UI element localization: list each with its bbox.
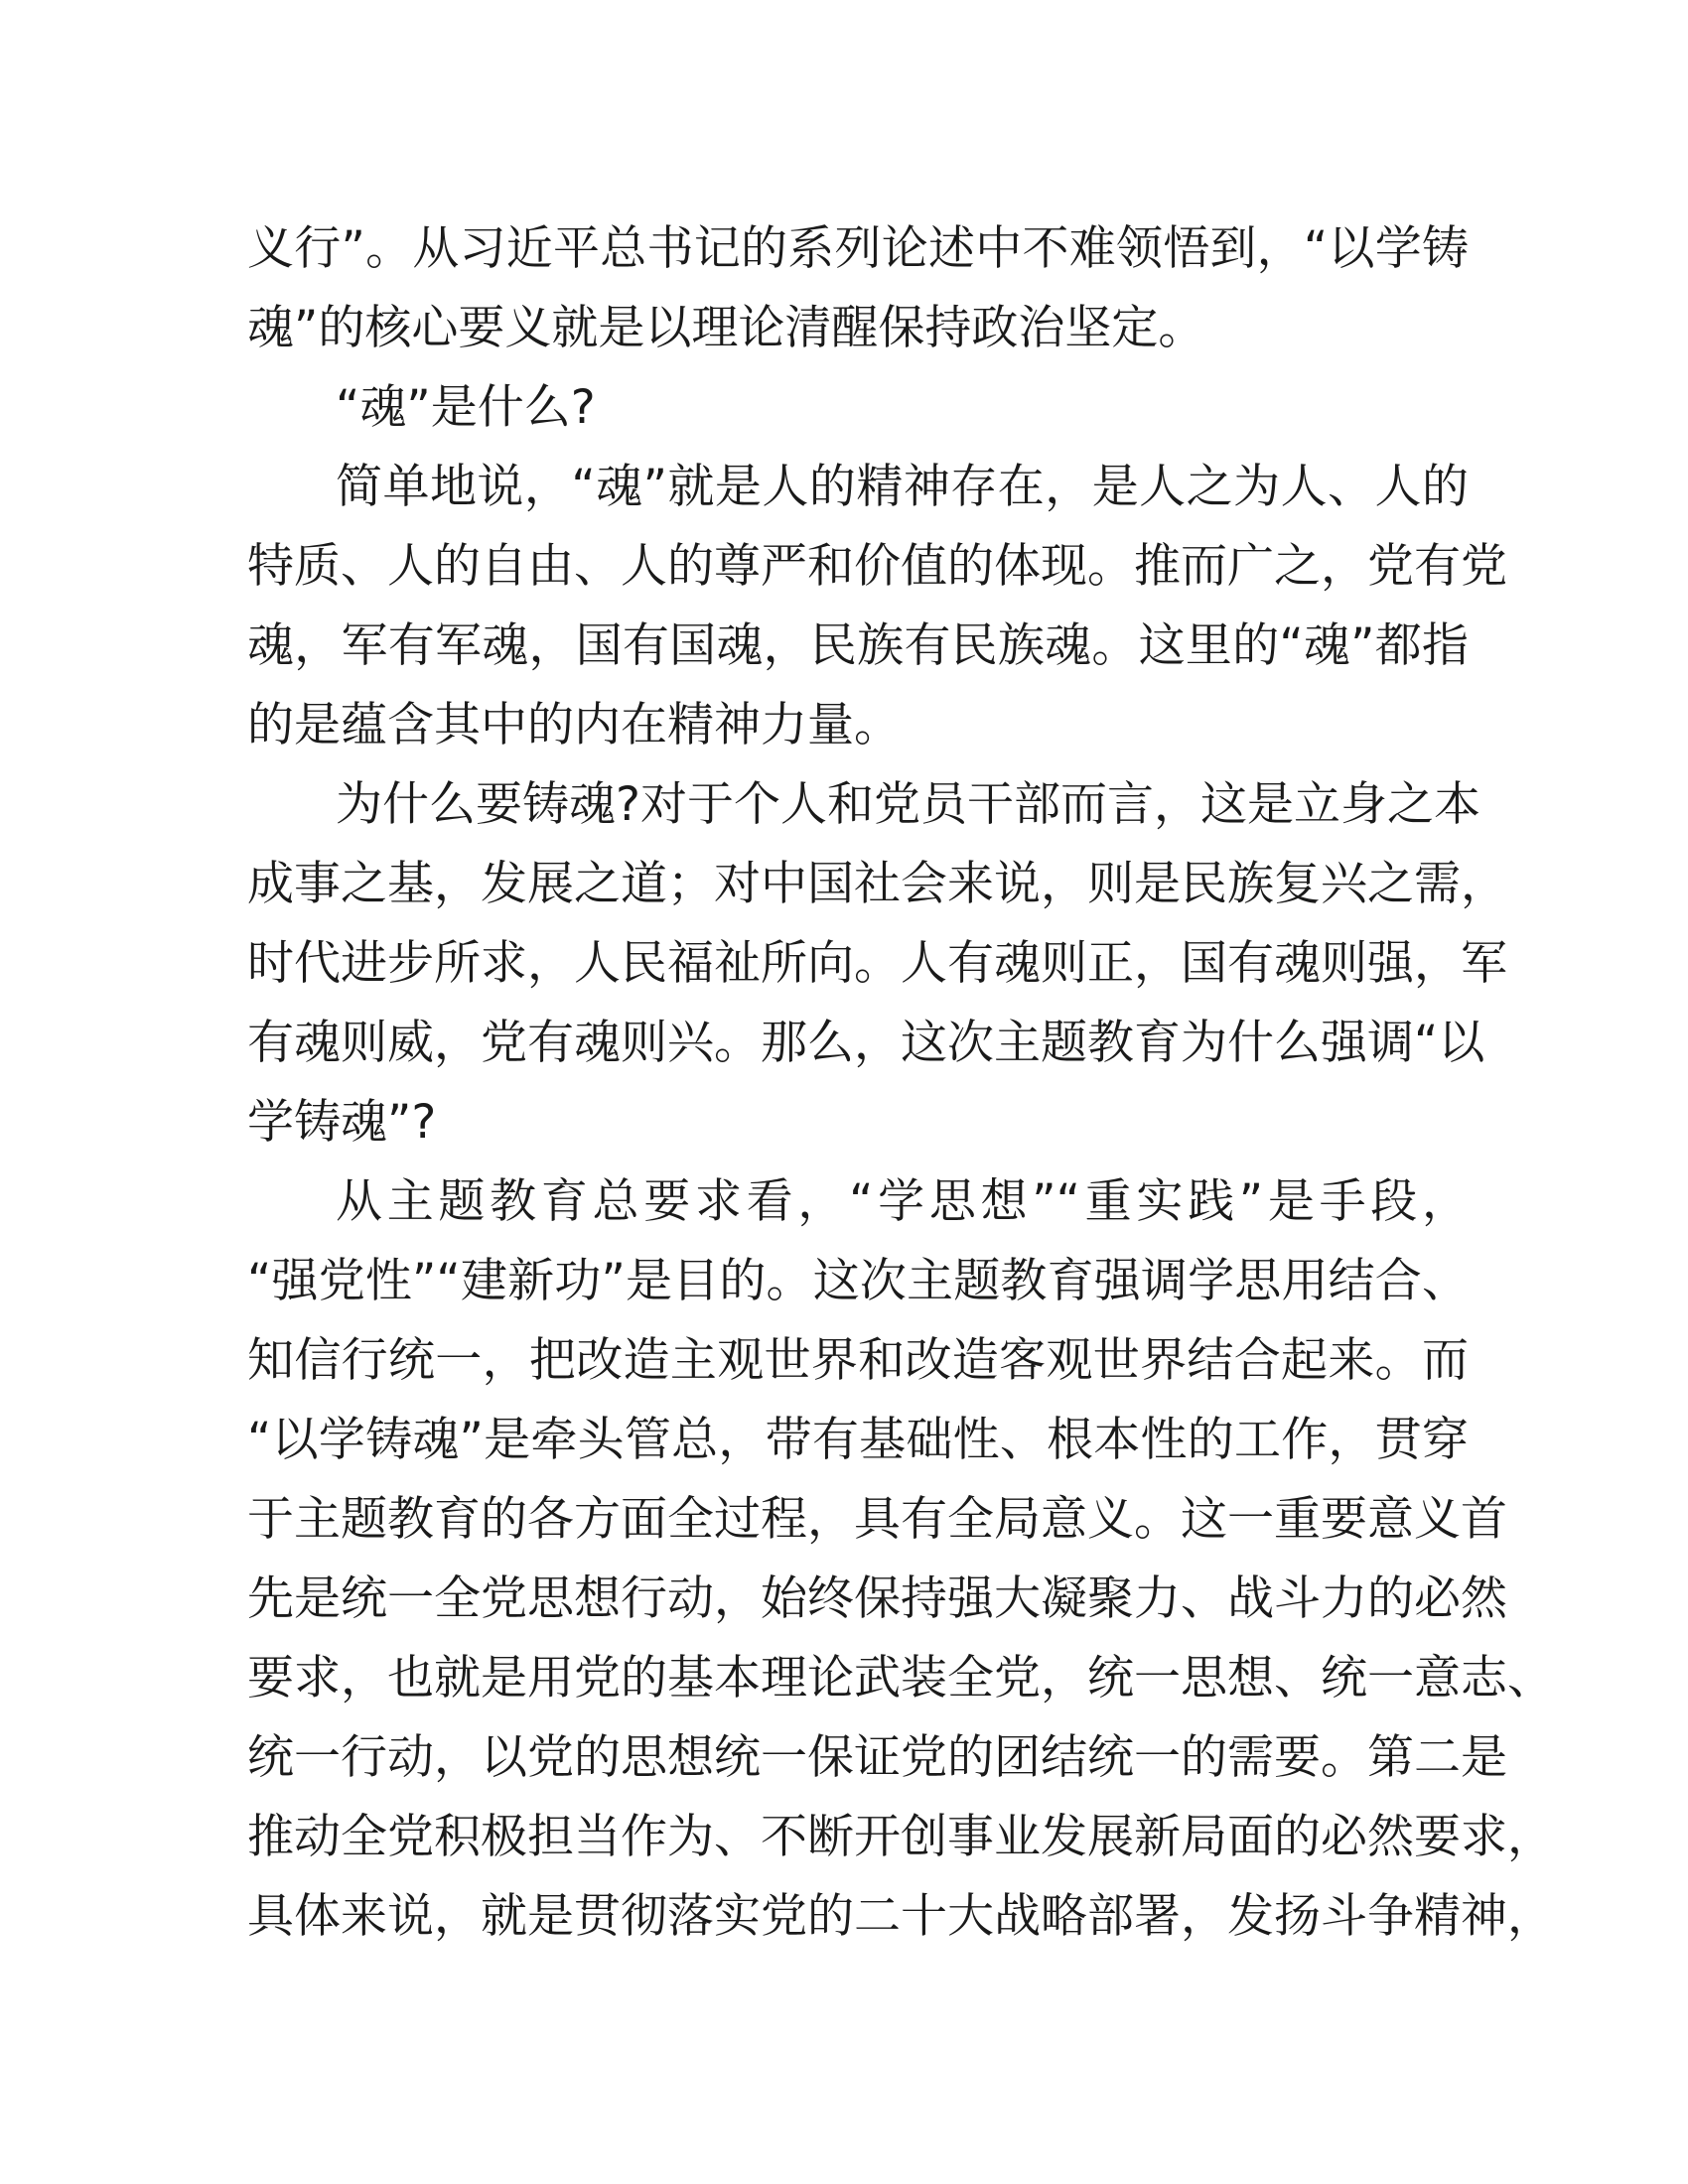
text-line: 于主题教育的各方面全过程，具有全局意义。这一重要意义首: [247, 1492, 1507, 1547]
text-line: 魂，军有军魂，国有国魂，民族有民族魂。这里的“魂”都指: [247, 618, 1469, 673]
text-line: 义行”。从习近平总书记的系列论述中不难领悟到，“以学铸: [247, 221, 1469, 276]
text-line: 知信行统一，把改造主观世界和改造客观世界结合起来。而: [247, 1333, 1469, 1388]
text-line: 魂”的核心要义就是以理论清醒保持政治坚定。: [247, 301, 1205, 355]
text-line: 简单地说，“魂”就是人的精神存在，是人之为人、人的: [336, 460, 1469, 514]
text-line: 统一行动，以党的思想统一保证党的团结统一的需要。第二是: [247, 1730, 1507, 1785]
text-line: 要求，也就是用党的基本理论武装全党，统一思想、统一意志、: [247, 1651, 1554, 1706]
text-line: “强党性”“建新功”是目的。这次主题教育强调学思用结合、: [247, 1254, 1469, 1308]
text-line: 从主题教育总要求看，“学思想”“重实践”是手段，: [336, 1174, 1469, 1229]
text-line: 推动全党积极担当作为、不断开创事业发展新局面的必然要求，: [247, 1810, 1554, 1864]
text-line: 为什么要铸魂?对于个人和党员干部而言，这是立身之本: [336, 777, 1480, 832]
text-line: “以学铸魂”是牵头管总，带有基础性、根本性的工作，贯穿: [247, 1413, 1469, 1467]
text-line: 先是统一全党思想行动，始终保持强大凝聚力、战斗力的必然: [247, 1571, 1507, 1626]
text-line: 具体来说，就是贯彻落实党的二十大战略部署，发扬斗争精神，: [247, 1889, 1554, 1944]
text-line: 时代进步所求，人民福祉所向。人有魂则正，国有魂则强，军: [247, 936, 1507, 991]
text-line: 成事之基，发展之道；对中国社会来说，则是民族复兴之需，: [247, 857, 1507, 911]
text-line: 有魂则威，党有魂则兴。那么，这次主题教育为什么强调“以: [247, 1016, 1485, 1070]
text-line: 的是蕴含其中的内在精神力量。: [247, 698, 901, 752]
text-line: “魂”是什么?: [336, 380, 596, 435]
text-line: 学铸魂”?: [247, 1095, 437, 1150]
text-line: 特质、人的自由、人的尊严和价值的体现。推而广之，党有党: [247, 539, 1507, 594]
